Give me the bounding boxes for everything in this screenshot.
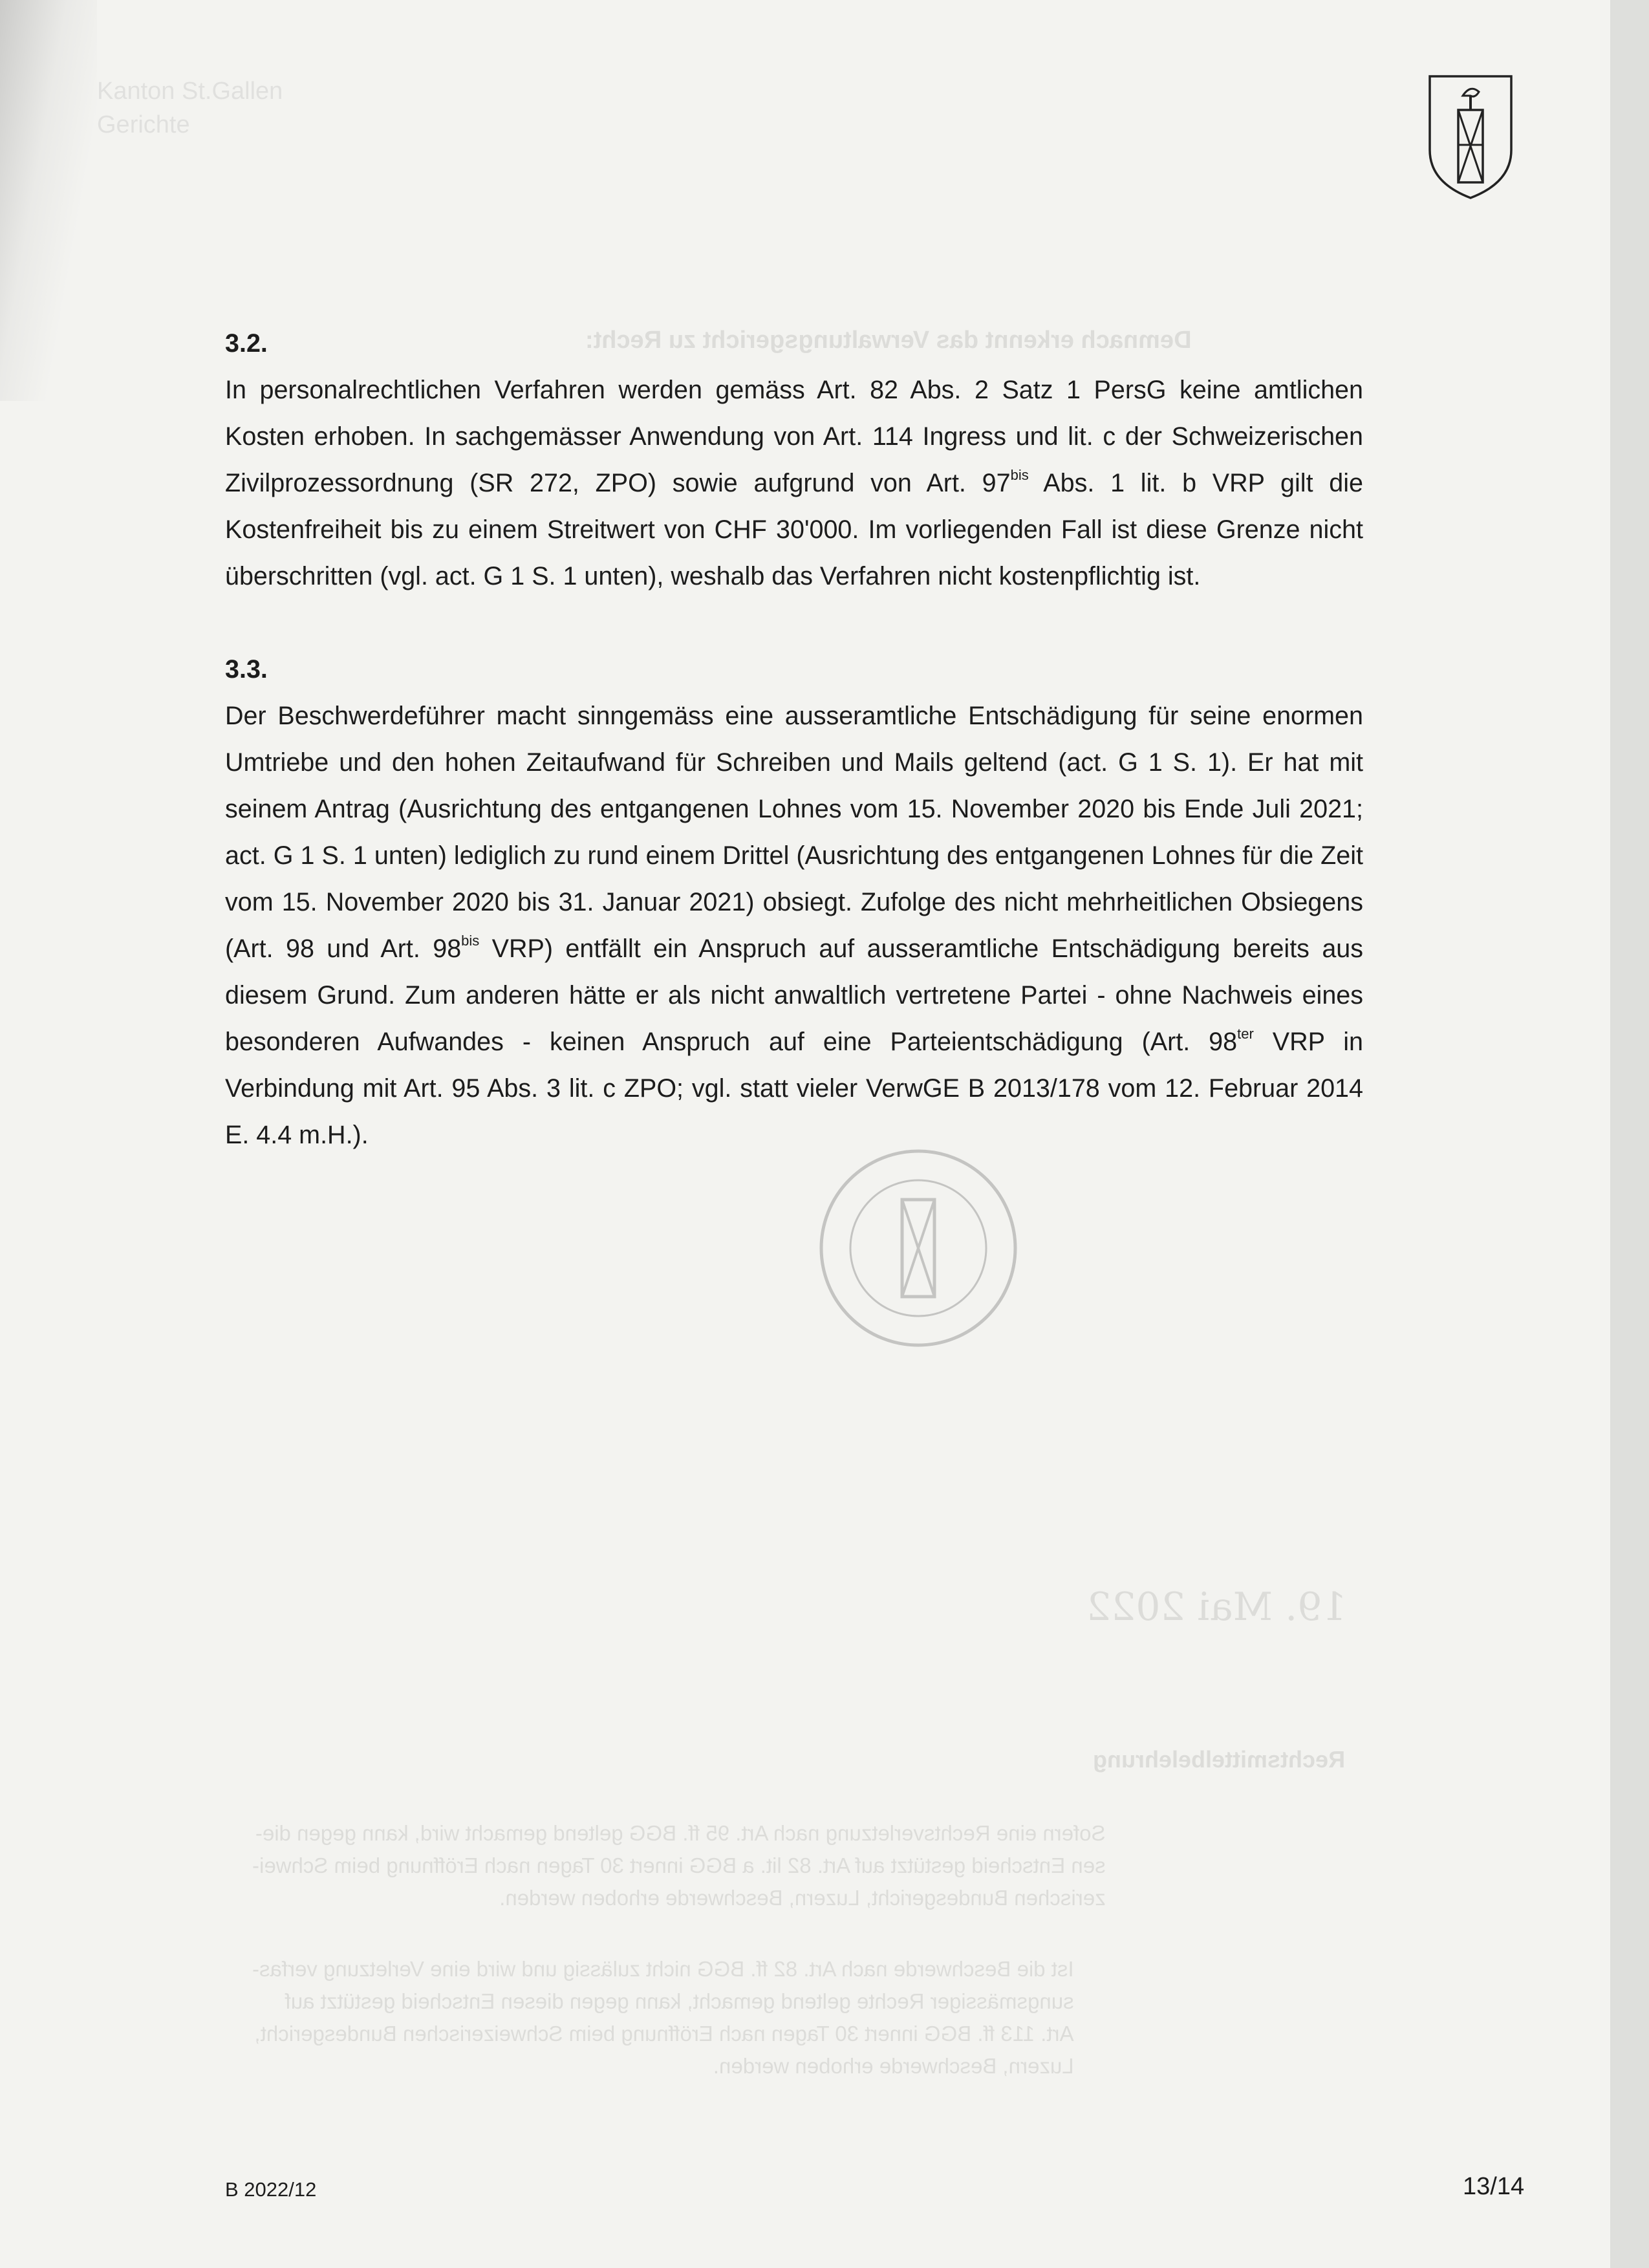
superscript-bis: bis bbox=[1010, 466, 1029, 483]
ghost-paragraph-2: Ist die Beschwerde nach Art. 82 ff. BGG nicht zulässig und wird eine Verletzung verfas- sungsmässiger Rechte geltend gemacht, kann gegen diesen Entscheid gestützt auf Art. 113 ff. BGG innert 30 Tagen nach Eröffnung beim Schweizerischen Bundesgericht, Luzern, Beschwerde erhoben werden. bbox=[252, 1957, 1074, 2078]
section-number: 3.2. bbox=[225, 329, 268, 358]
document-body bbox=[225, 320, 1363, 1205]
section-3-2 bbox=[225, 320, 1363, 599]
ghost-heading-2: Rechtsmittelbelehrung bbox=[1093, 1746, 1346, 1773]
underlying-page-edge bbox=[1610, 0, 1649, 2268]
section-paragraph bbox=[225, 693, 1363, 1158]
paragraph-text: Der Beschwerdeführer macht sinngemäss eine ausseramtliche Entschädigung für seine enormen Umtriebe und den hohen Zeitaufwand für Schreiben und Mails geltend (act. G 1 S. 1). Er hat mit seinem Antrag (Ausrichtung des entgangenen Lohnes vom 15. November 2020 bis Ende Juli 2021; act. G 1 S. 1 unten) lediglich zu rund einem Drittel (Ausrichtung des entgangenen Lohnes für die Zeit vom 15. November 2020 bis 31. Januar 2021) obsiegt. Zufolge des nicht mehrheitlichen Obsiegens (Art. 98 und Art. 98 bbox=[225, 702, 1363, 963]
footer-page-number: 13/14 bbox=[1463, 2173, 1525, 2200]
ghost-date: 19. Mai 2022 bbox=[1086, 1584, 1347, 1630]
canton-st-gallen-crest-icon bbox=[1426, 72, 1515, 202]
paragraph-text: In personalrechtlichen Verfahren werden gemäss Art. 82 Abs. 2 Satz 1 PersG keine amtlichen Kosten erhoben. In sachgemässer Anwendung von Art. 114 Ingress und lit. c der Schweizerischen Zivilprozessordnung (SR 272, ZPO) sowie aufgrund von Art. 97 bbox=[225, 376, 1363, 497]
paragraph-text: VRP in Verbindung mit Art. 95 Abs. 3 lit. c ZPO; vgl. statt vieler VerwGE B 2013/178 vom 12. Februar 2014 E. 4.4 m.H.). bbox=[225, 1028, 1363, 1149]
superscript-ter: ter bbox=[1237, 1025, 1254, 1042]
footer-case-number: B 2022/12 bbox=[225, 2178, 317, 2201]
section-number: 3.3. bbox=[225, 655, 268, 684]
ghost-paragraph: Sofern eine Rechtsverletzung nach Art. 95 ff. BGG geltend gemacht wird, kann gegen die- sen Entscheid gestützt auf Art. 82 lit. a BGG innert 30 Tagen nach Eröffnung beim Schwei- zerischen Bundesgericht, Luzern, Beschwerde erhoben werden. bbox=[252, 1821, 1106, 1910]
ghost-heading: Demnach erkennt das Verwaltungsgericht zu Recht: bbox=[585, 327, 1192, 354]
paragraph-text: Abs. 1 lit. b VRP gilt die Kostenfreiheit bis zu einem Streitwert von CHF 30'000. Im vorliegenden Fall ist diese Grenze nicht überschritten (vgl. act. G 1 S. 1 unten), weshalb das Verfahren nicht kostenpflichtig ist. bbox=[225, 469, 1364, 590]
page-fold-shadow bbox=[0, 0, 97, 401]
paragraph-text: VRP) entfällt ein Anspruch auf ausseramtliche Entschädigung bereits aus diesem Grund. Zum anderen hätte er als nicht anwaltlich vertretene Partei - ohne Nachweis eines besonderen Aufwandes - keinen Anspruch auf eine Parteientschädigung (Art. 98 bbox=[225, 934, 1364, 1056]
superscript-bis: bis bbox=[461, 932, 480, 949]
section-paragraph bbox=[225, 367, 1363, 599]
section-3-3 bbox=[225, 646, 1363, 1158]
ghost-header-text: Kanton St.Gallen Gerichte bbox=[97, 78, 283, 138]
